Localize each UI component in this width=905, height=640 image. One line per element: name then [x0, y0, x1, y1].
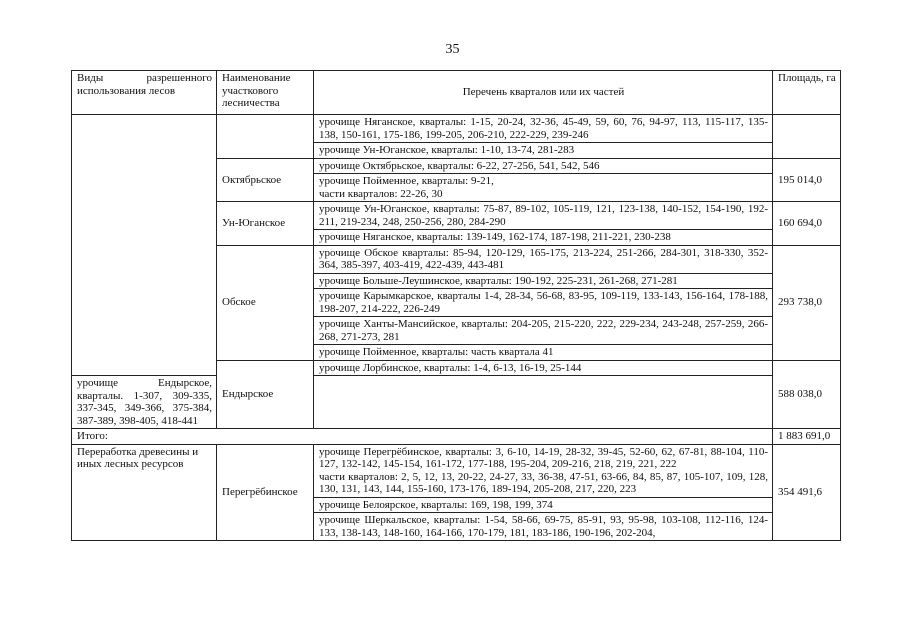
quarters-cell: урочище Лорбинское, кварталы: 1-4, 6-13, 16-19, 25-144 — [314, 360, 773, 376]
quarters-cell: урочище Шеркальское, кварталы: 1-54, 58-66, 69-75, 85-91, 93, 95-98, 103-108, 112-116, 124-133, 138-143, 148-160, 164-166, 170-179, 181, 183-186, 190-196, 202-204, — [314, 513, 773, 541]
table-row — [72, 376, 841, 429]
table-row — [72, 444, 841, 497]
quarters-cell: урочище Ун-Юганское, кварталы: 75-87, 89-102, 105-119, 121, 123-138, 140-152, 154-190, 192-211, 219-234, 248, 250-256, 280, 284-290 — [314, 202, 773, 230]
area-cell-empty — [773, 115, 841, 159]
quarters-line: части кварталов: 2, 5, 12, 13, 20-22, 24-27, 33, 36-38, 47-51, 63-66, 84, 85, 87, 105-107, 109, 128, 130, 131, 143, 144, 155-160, 173-176, 189-194, 205-208, 217, 220, 223 — [319, 470, 768, 495]
quarters-line: части кварталов: 22-26, 30 — [319, 187, 443, 200]
page-number: 35 — [445, 42, 460, 57]
kind-cell-empty — [72, 115, 217, 376]
quarters-cell: урочище Ендырское, кварталы. 1-307, 309-335, 337-345, 349-366, 375-384, 387-389, 398-405, 418-441 — [72, 376, 217, 429]
header-forestry: Наименование участкового лесничества — [217, 71, 314, 115]
quarters-cell: урочище Ун-Юганское, кварталы: 1-10, 13-74, 281-283 — [314, 143, 773, 159]
total-label: Итого: — [72, 429, 773, 445]
forest-use-table — [71, 70, 841, 541]
header-kind — [72, 71, 217, 115]
forestry-obskoe: Обское — [217, 245, 314, 360]
forestry-endyrskoe: Ендырское — [217, 360, 314, 429]
quarters-cell: урочище Ханты-Мансийское, кварталы: 204-205, 215-220, 222, 229-234, 243-248, 257-259, 266-268, 271-273, 281 — [314, 317, 773, 345]
header-kind-word2: разрешенного — [146, 72, 212, 84]
table-row — [72, 115, 841, 143]
area-endyrskoe: 588 038,0 — [773, 360, 841, 429]
area-peregrebinskoe: 354 491,6 — [773, 444, 841, 541]
forestry-unyuganskoe: Ун-Юганское — [217, 202, 314, 246]
area-oktyabrskoe: 195 014,0 — [773, 158, 841, 202]
header-kind-word1: Виды — [77, 72, 104, 84]
forestry-cell-empty — [217, 115, 314, 159]
quarters-cell: урочище Карымкарское, кварталы 1-4, 28-34, 56-68, 83-95, 109-119, 133-143, 156-164, 178-188, 198-207, 214-222, 226-249 — [314, 289, 773, 317]
quarters-cell: урочище Няганское, кварталы: 1-15, 20-24, 32-36, 45-49, 59, 60, 76, 94-97, 113, 115-117, 135-138, 150-161, 175-186, 199-205, 206-210, 222-229, 239-246 — [314, 115, 773, 143]
quarters-cell: урочище Пойменное, кварталы: часть квартала 41 — [314, 345, 773, 361]
area-unyuganskoe: 160 694,0 — [773, 202, 841, 246]
quarters-cell: урочище Октябрьское, кварталы: 6-22, 27-256, 541, 542, 546 — [314, 158, 773, 174]
total-value: 1 883 691,0 — [773, 429, 841, 445]
total-row — [72, 429, 841, 445]
quarters-cell: урочище Белоярское, кварталы: 169, 198, 199, 374 — [314, 497, 773, 513]
quarters-cell: урочище Больше-Леушинское, кварталы: 190-192, 225-231, 261-268, 271-281 — [314, 273, 773, 289]
area-obskoe: 293 738,0 — [773, 245, 841, 360]
quarters-line: урочище Перегрёбинское, кварталы: 3, 6-10, 14-19, 28-32, 39-45, 52-60, 62, 67-81, 88-104, 110-127, 132-142, 145-154, 161-172, 177-188, 195-204, 209-216, 218, 219, 221, 222 — [319, 445, 768, 470]
quarters-cell — [314, 174, 773, 202]
quarters-line: урочище Пойменное, кварталы: 9-21, — [319, 175, 494, 187]
table-header-row — [72, 71, 841, 115]
kind-processing: Переработка древесины и иных лесных ресурсов — [72, 444, 217, 541]
forestry-oktyabrskoe: Октябрьское — [217, 158, 314, 202]
quarters-cell: урочище Обское кварталы: 85-94, 120-129, 165-175, 213-224, 251-266, 284-301, 318-330, 352-364, 385-397, 403-419, 422-439, 443-481 — [314, 245, 773, 273]
forestry-peregrebinskoe: Перегрёбинское — [217, 444, 314, 541]
header-area: Площадь, га — [773, 71, 841, 115]
header-quarters: Перечень кварталов или их частей — [314, 71, 773, 115]
header-kind-word3: использования лесов — [77, 84, 176, 97]
quarters-cell — [314, 444, 773, 497]
quarters-cell: урочище Няганское, кварталы: 139-149, 162-174, 187-198, 211-221, 230-238 — [314, 230, 773, 246]
